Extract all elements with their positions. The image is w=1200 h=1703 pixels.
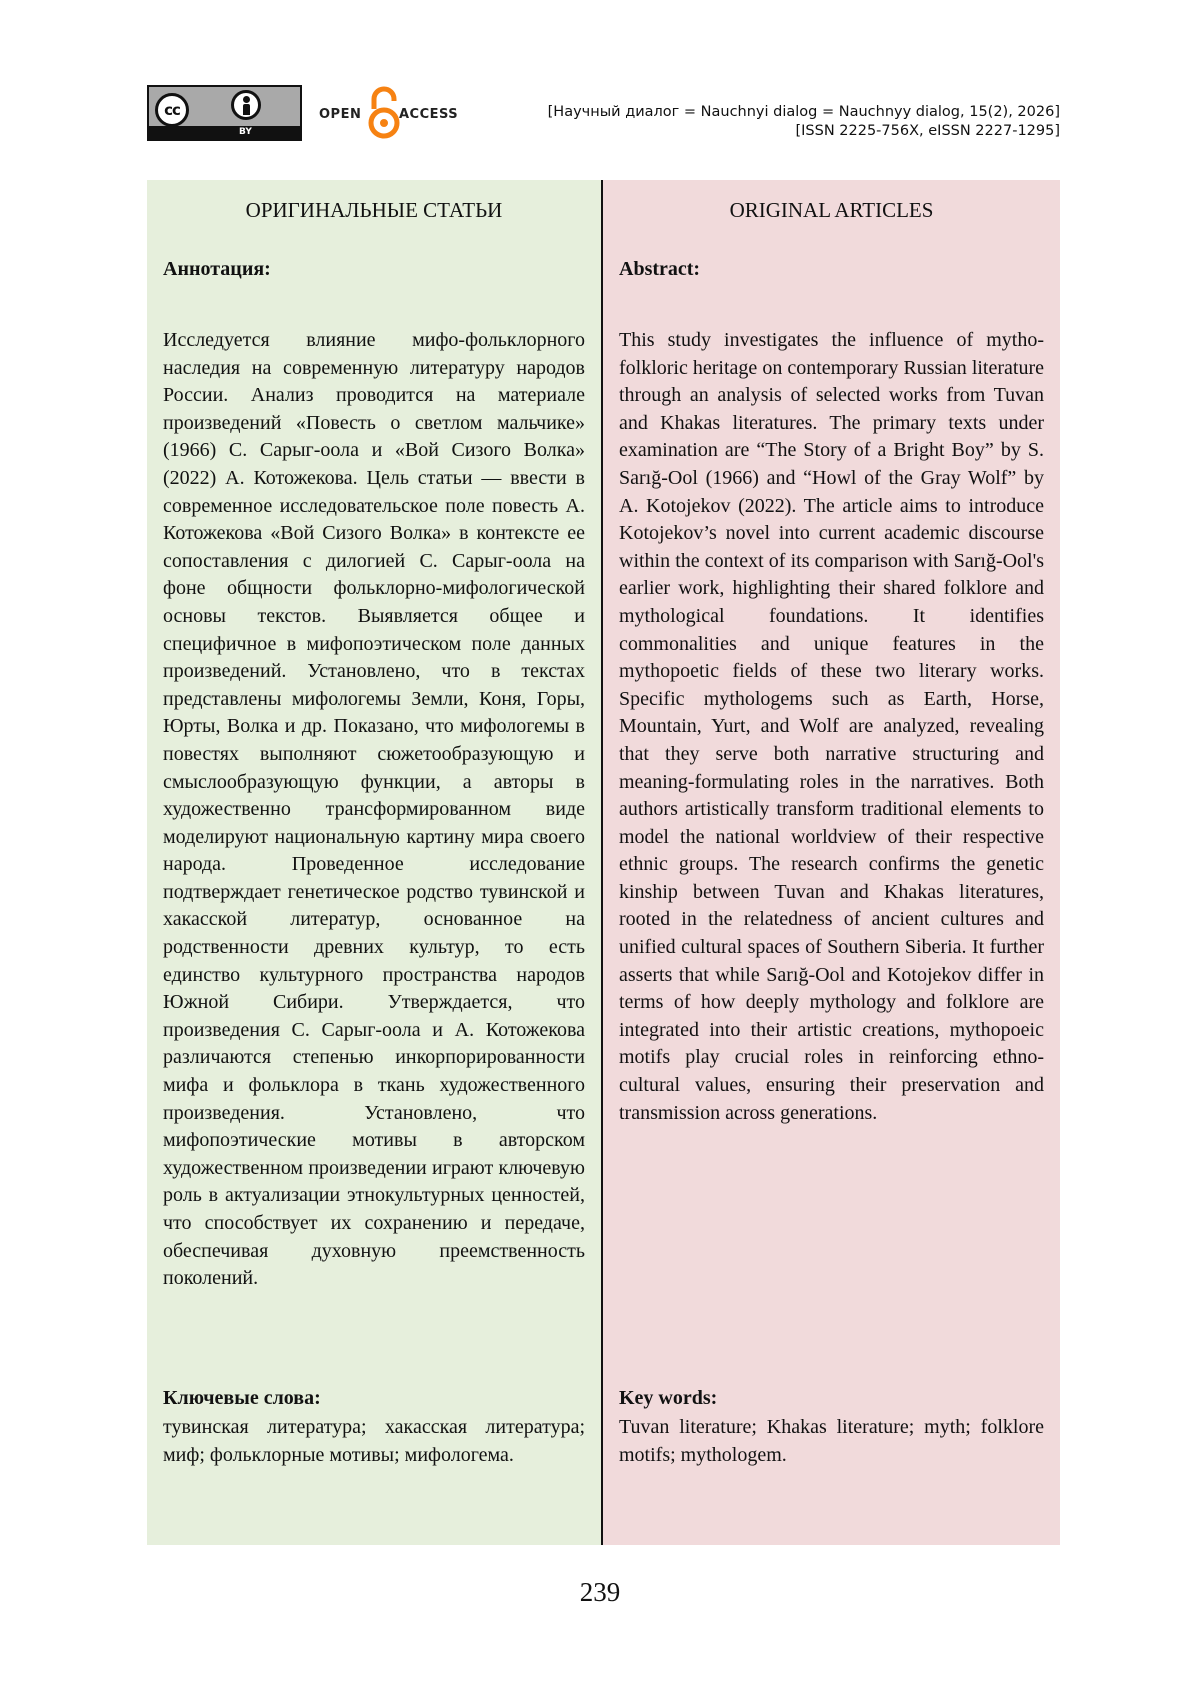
- keywords-text-en: Tuvan literature; Khakas literature; myth; folklore motifs; mythologem.: [619, 1416, 1044, 1466]
- citation-line-1: [Научный диалог = Nauchnyi dialog = Nauchnyy dialog, 15(2), 2026]: [547, 104, 1060, 120]
- keywords-heading-ru: Ключевые слова:: [163, 1387, 321, 1409]
- page-number: 239: [579, 1577, 621, 1607]
- access-label: ACCESS: [399, 107, 459, 122]
- abstract-heading-ru: Аннотация:: [163, 258, 271, 280]
- abstract-text-ru: Исследуется влияние мифо-фольклорного наследия на современную литературу народов России. Анализ проводится на материале произведений «Повесть о светлом мальчике» (1966) С. Сарыг-оола и «Вой Сизого Волка» (2022) А. Котожекова. Цель статьи — ввести в современное исследовательское поле повесть А. Котожекова «Вой Сизого Волка» в контексте ее сопоставления с дилогией С. Сарыг-оола на фоне общности фольклорно-мифологической основы текстов. Выявляется общее и специфичное в мифопоэтическом поле данных произведений. Установлено, что в текстах представлены мифологемы Земли, Коня, Горы, Юрты, Волка и др. Показано, что мифологемы в повестях выполняют сюжетообразующую и смыслообразующую функции, а авторы в художественно трансформированном виде моделируют национальную картину мира своего народа. Проведенное исследование подтверждает генетическое родство тувинской и хакасской литератур, основанное на родственности древних культур, то есть единство культурного пространства народов Южной Сибири. Утверждается, что произведения С. Сарыг-оола и А. Котожекова различаются степенью инкорпорированности мифа и фольклора в ткань художественного произведения. Установлено, что мифопоэтические мотивы в авторском художественном произведении играют ключевую роль в актуализации этнокультурных ценностей, что способствует их сохранению и передаче, обеспечивая духовную преемственность поколений.: [163, 329, 585, 1290]
- by-attribution-icon: [231, 90, 261, 120]
- cc-by-license-badge[interactable]: [147, 85, 302, 141]
- keywords-text-ru: тувинская литература; хакасская литература; миф; фольклорные мотивы; мифологема.: [163, 1416, 585, 1466]
- section-title-ru: ОРИГИНАЛЬНЫЕ СТАТЬИ: [245, 198, 503, 222]
- by-label: BY: [239, 127, 252, 137]
- english-column: [603, 180, 1060, 1545]
- citation-line-2: [ISSN 2225-756X, eISSN 2227-1295]: [795, 123, 1060, 139]
- open-label: OPEN: [319, 107, 362, 122]
- bilingual-abstract-columns: [147, 180, 1060, 1545]
- creative-commons-icon: cc: [155, 93, 189, 127]
- russian-column: [147, 180, 603, 1545]
- abstract-text-en: This study investigates the influence of mytho-folkloric heritage on contemporary Russian literature through an analysis of selected works from Tuvan and Khakas literatures. The primary texts under examination are “The Story of a Bright Boy” by S. Sarığ-Ool (1966) and “Howl of the Gray Wolf” by A. Kotojekov (2022). The article aims to introduce Kotojekov’s novel into current academic discourse within the context of its comparison with Sarığ-Ool's earlier work, highlighting their shared folklore and mythological foundations. It identifies commonalities and unique features in the mythopoetic fields of these two literary works. Specific mythologems such as Earth, Horse, Mountain, Yurt, and Wolf are analyzed, revealing that they serve both narrative structuring and meaning-formulating roles in the narratives. Both authors artistically transform traditional elements to model the national worldview of their respective ethnic groups. The research confirms the genetic kinship between Tuvan and Khakas literatures, rooted in the relatedness of ancient cultures and unified cultural spaces of Southern Siberia. It further asserts that while Sarığ-Ool and Kotojekov differ in terms of how deeply mythology and folklore are integrated into their artistic creations, mythopoeic motifs play crucial roles in reinforcing ethno-cultural values, ensuring their preservation and transmission across generations.: [619, 329, 1044, 1124]
- abstract-heading-en: Abstract:: [619, 258, 701, 280]
- section-title-en: ORIGINAL ARTICLES: [729, 198, 934, 222]
- open-access-logo: [319, 85, 469, 141]
- keywords-heading-en: Key words:: [619, 1387, 718, 1409]
- open-access-lock-icon: [367, 85, 401, 141]
- page-header: [147, 85, 1060, 145]
- journal-citation: [548, 103, 1060, 141]
